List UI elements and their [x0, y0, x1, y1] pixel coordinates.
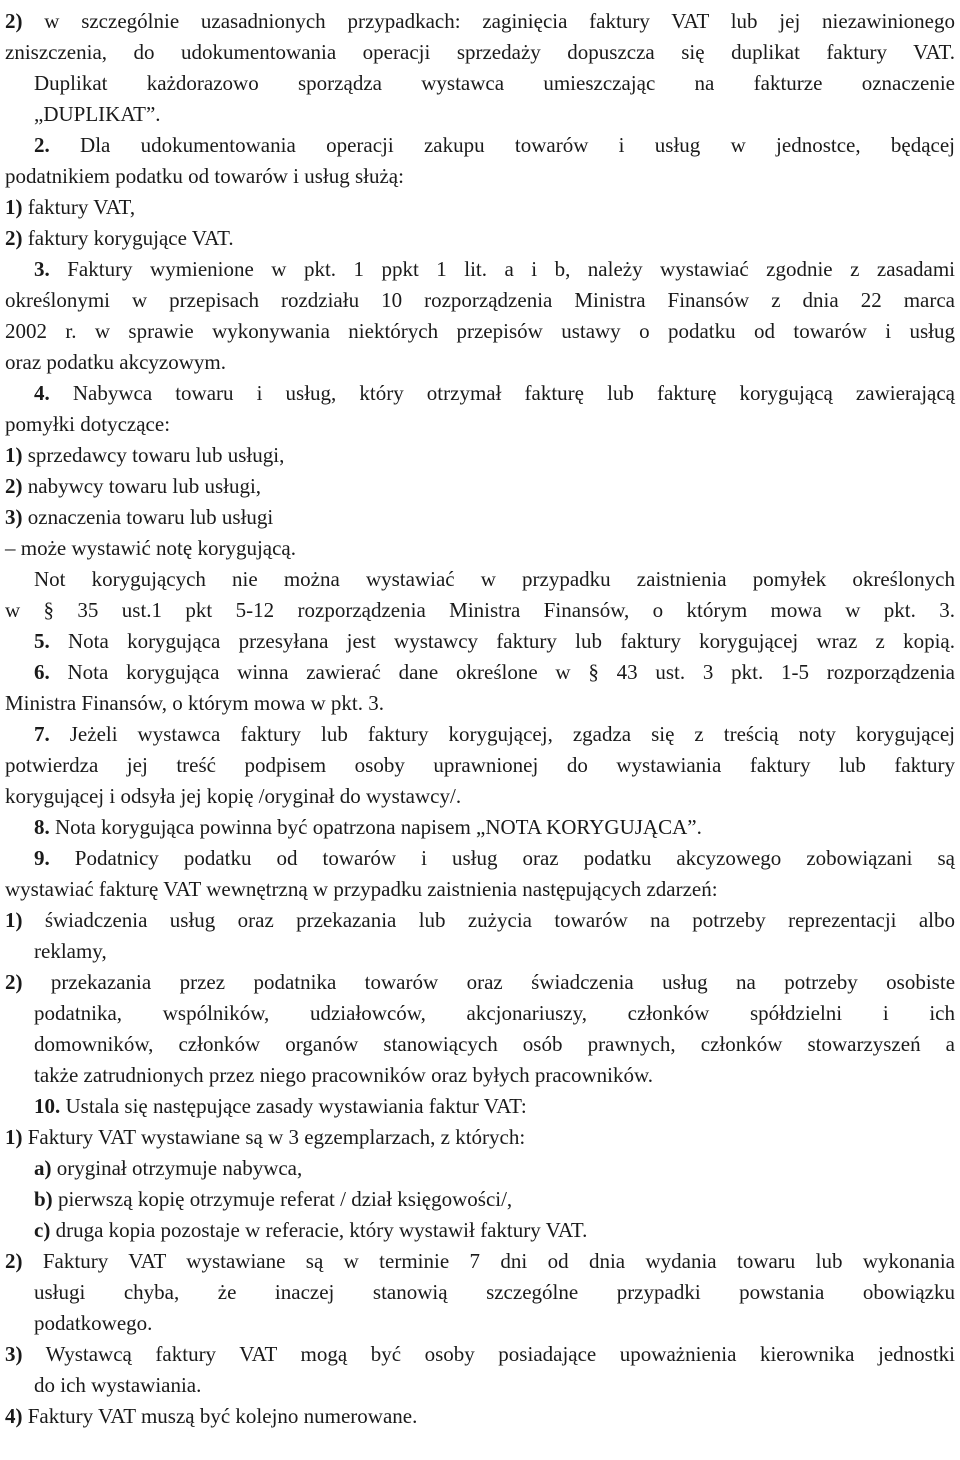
- line-text: Nabywca towaru i usług, który otrzymał fakturę lub fakturę korygującą zawierającą: [72, 381, 955, 405]
- item-number: c): [34, 1218, 51, 1242]
- text-line: [34, 1090, 527, 1123]
- item-number: 1): [5, 1125, 23, 1149]
- text-line: [34, 1276, 955, 1309]
- text-line: [5, 687, 384, 720]
- text-line: [5, 749, 955, 782]
- text-line: [5, 160, 404, 193]
- line-text: Nota korygująca przesyłana jest wystawcy faktury lub faktury korygującej wraz z kopią.: [68, 629, 955, 653]
- item-number: 9.: [34, 846, 50, 870]
- line-text: domowników, członków organów stanowiących osób prawnych, członków stowarzyszeń a: [34, 1032, 955, 1056]
- text-line: [5, 284, 955, 317]
- text-line: [34, 98, 161, 131]
- line-text: 2002 r. w sprawie wykonywania niektórych przepisów ustawy o podatku od towarów i usług: [5, 319, 955, 343]
- item-number: 2): [5, 1249, 23, 1273]
- text-line: [5, 470, 261, 503]
- text-line: [5, 594, 955, 627]
- line-text: Duplikat każdorazowo sporządza wystawca umieszczając na fakturze oznaczenie: [34, 71, 955, 95]
- item-number: 2): [5, 970, 23, 994]
- text-line: [34, 1028, 955, 1061]
- text-line: [5, 501, 273, 534]
- text-line: [34, 625, 955, 658]
- item-number: 4): [5, 1404, 23, 1428]
- item-number: 2.: [34, 133, 50, 157]
- text-line: [5, 346, 226, 379]
- line-text: potwierdza jej treść podpisem osoby uprawnionej do wystawiania faktury lub faktury: [5, 753, 955, 777]
- text-line: [34, 935, 107, 968]
- item-number: 6.: [34, 660, 50, 684]
- line-text: w szczególnie uzasadnionych przypadkach: zaginięcia faktury VAT lub jej niezawinionego: [44, 9, 956, 33]
- text-line: [34, 1059, 653, 1092]
- text-line: [5, 408, 170, 441]
- item-number: 1): [5, 908, 23, 932]
- text-line: [34, 67, 955, 100]
- line-text: wystawiać fakturę VAT wewnętrzną w przypadku zaistnienia następujących zdarzeń:: [5, 877, 718, 901]
- line-text: nabywcy towaru lub usługi,: [27, 474, 262, 498]
- line-text: Dla udokumentowania operacji zakupu towarów i usług w jednostce, będącej: [80, 133, 955, 157]
- text-line: [34, 129, 955, 162]
- text-line: [5, 1121, 525, 1154]
- line-text: Faktury VAT muszą być kolejno numerowane.: [27, 1404, 418, 1428]
- text-line: [34, 718, 955, 751]
- line-text: Podatnicy podatku od towarów i usług oraz podatku akcyzowego zobowiązani są: [74, 846, 955, 870]
- line-text: świadczenia usług oraz przekazania lub zużycia towarów na potrzeby reprezentacji albo: [44, 908, 956, 932]
- line-text: określonymi w przepisach rozdziału 10 rozporządzenia Ministra Finansów z dnia 22 marca: [5, 288, 955, 312]
- item-number: 1): [5, 443, 23, 467]
- line-text: pierwszą kopię otrzymuje referat / dział księgowości/,: [57, 1187, 513, 1211]
- text-line: [34, 377, 955, 410]
- item-number: b): [34, 1187, 53, 1211]
- text-line: [34, 1214, 587, 1247]
- text-line: [5, 222, 234, 255]
- line-text: – może wystawić notę korygującą.: [5, 536, 296, 560]
- item-number: 5.: [34, 629, 50, 653]
- line-text: oryginał otrzymuje nabywca,: [56, 1156, 303, 1180]
- line-text: „DUPLIKAT”.: [34, 102, 161, 126]
- item-number: 10.: [34, 1094, 61, 1118]
- text-line: [5, 191, 135, 224]
- text-line: [5, 5, 955, 38]
- line-text: podatkowego.: [34, 1311, 153, 1335]
- line-text: Nota korygująca winna zawierać dane określone w § 43 ust. 3 pkt. 1-5 rozporządzenia: [67, 660, 955, 684]
- text-line: [34, 842, 955, 875]
- line-text: Wystawcą faktury VAT mogą być osoby posiadające upoważnienia kierownika jednostki: [45, 1342, 955, 1366]
- text-line: [5, 532, 296, 565]
- text-line: [5, 873, 718, 906]
- line-text: Faktury wymienione w pkt. 1 ppkt 1 lit. a i b, należy wystawiać zgodnie z zasadami: [67, 257, 956, 281]
- item-number: 2): [5, 474, 23, 498]
- line-text: faktury korygujące VAT.: [27, 226, 234, 250]
- item-number: 3): [5, 505, 23, 529]
- line-text: zniszczenia, do udokumentowania operacji sprzedaży dopuszcza się duplikat faktury VAT.: [5, 40, 955, 64]
- text-line: [34, 656, 955, 689]
- text-line: [5, 315, 955, 348]
- text-line: [5, 1400, 417, 1433]
- text-line: [5, 966, 955, 999]
- line-text: korygującej i odsyła jej kopię /oryginał do wystawcy/.: [5, 784, 462, 808]
- text-line: [34, 1307, 152, 1340]
- line-text: do ich wystawiania.: [34, 1373, 202, 1397]
- text-line: [34, 1183, 512, 1216]
- line-text: oraz podatku akcyzowym.: [5, 350, 227, 374]
- item-number: 8.: [34, 815, 50, 839]
- item-number: 2): [5, 226, 23, 250]
- line-text: także zatrudnionych przez niego pracowników oraz byłych pracowników.: [34, 1063, 654, 1087]
- text-line: [34, 253, 955, 286]
- line-text: Ministra Finansów, o którym mowa w pkt. 3.: [5, 691, 384, 715]
- line-text: druga kopia pozostaje w referacie, który wystawił faktury VAT.: [55, 1218, 588, 1242]
- line-text: Faktury VAT wystawiane są w terminie 7 dni od dnia wydania towaru lub wykonania: [42, 1249, 955, 1273]
- text-line: [5, 1338, 955, 1371]
- line-text: usługi chyba, że inaczej stanowią szczególne przypadki powstania obowiązku: [34, 1280, 955, 1304]
- item-number: 7.: [34, 722, 50, 746]
- line-text: Jeżeli wystawca faktury lub faktury korygującej, zgadza się z treścią noty korygującej: [69, 722, 955, 746]
- text-line: [34, 563, 955, 596]
- line-text: podatnika, wspólników, udziałowców, akcjonariuszy, członków spółdzielni i ich: [34, 1001, 955, 1025]
- text-line: [34, 811, 702, 844]
- line-text: Nota korygująca powinna być opatrzona napisem „NOTA KORYGUJĄCA”.: [55, 815, 702, 839]
- line-text: Faktury VAT wystawiane są w 3 egzemplarzach, z których:: [27, 1125, 526, 1149]
- line-text: reklamy,: [34, 939, 107, 963]
- text-line: [34, 1152, 302, 1185]
- item-number: 4.: [34, 381, 50, 405]
- text-line: [5, 780, 461, 813]
- line-text: podatnikiem podatku od towarów i usług służą:: [5, 164, 404, 188]
- line-text: przekazania przez podatnika towarów oraz świadczenia usług na potrzeby osobiste: [50, 970, 956, 994]
- item-number: a): [34, 1156, 52, 1180]
- item-number: 1): [5, 195, 23, 219]
- line-text: w § 35 ust.1 pkt 5-12 rozporządzenia Ministra Finansów, o którym mowa w pkt. 3.: [5, 598, 955, 622]
- item-number: 3.: [34, 257, 50, 281]
- line-text: Ustala się następujące zasady wystawiania faktur VAT:: [65, 1094, 527, 1118]
- text-line: [5, 36, 955, 69]
- line-text: faktury VAT,: [27, 195, 136, 219]
- line-text: sprzedawcy towaru lub usługi,: [27, 443, 285, 467]
- line-text: pomyłki dotyczące:: [5, 412, 171, 436]
- line-text: Not korygujących nie można wystawiać w przypadku zaistnienia pomyłek określonych: [34, 567, 955, 591]
- text-line: [34, 1369, 201, 1402]
- item-number: 2): [5, 9, 23, 33]
- text-line: [34, 997, 955, 1030]
- text-line: [5, 904, 955, 937]
- text-line: [5, 1245, 955, 1278]
- text-line: [5, 439, 284, 472]
- line-text: oznaczenia towaru lub usługi: [27, 505, 274, 529]
- item-number: 3): [5, 1342, 23, 1366]
